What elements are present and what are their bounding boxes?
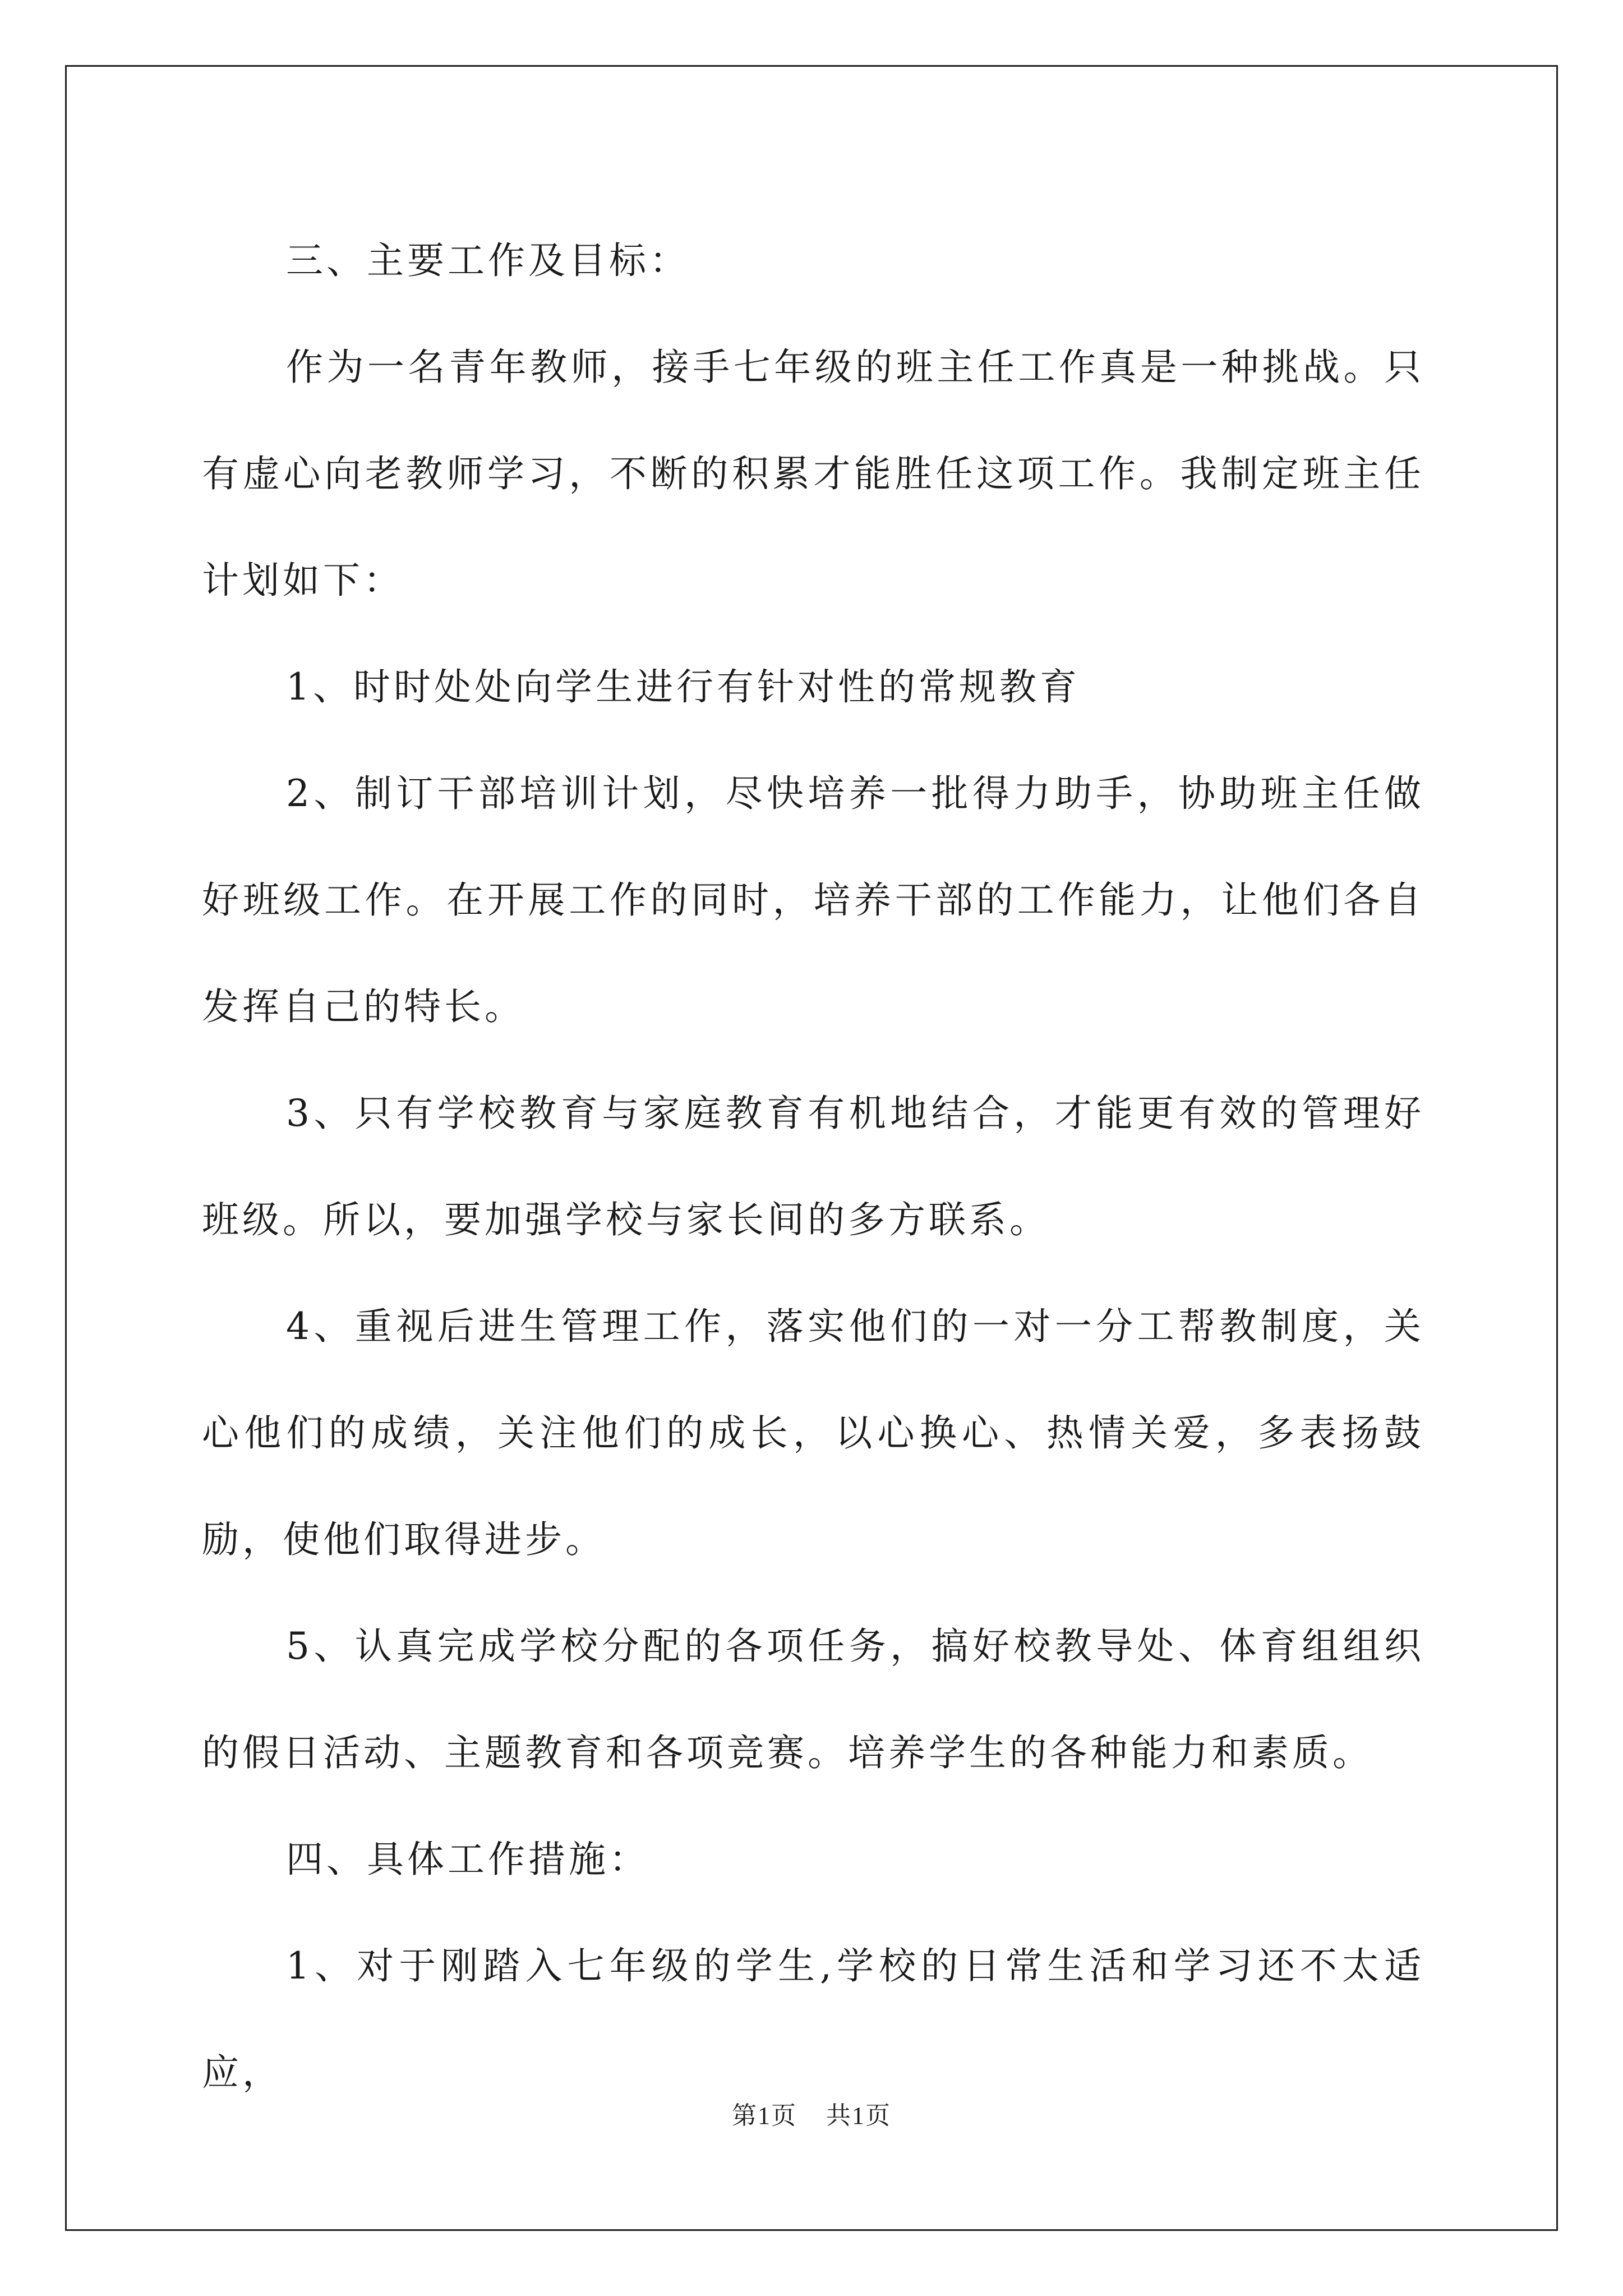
list-item-1: 1、时时处处向学生进行有针对性的常规教育 bbox=[286, 665, 1080, 708]
section-heading-measures: 四、具体工作措施： bbox=[286, 1838, 649, 1881]
page-footer bbox=[0, 2095, 1623, 2131]
section-heading-main-work: 三、主要工作及目标： bbox=[286, 239, 690, 282]
list-item-5: 5、认真完成学校分配的各项任务，搞好校教导处、体育组组织的假日活动、主题教育和各项竞赛。培养学生的各种能力和素质。 bbox=[202, 1625, 1424, 1774]
list-item-4: 4、重视后进生管理工作，落实他们的一对一分工帮教制度，关心他们的成绩，关注他们的成长，以心换心、热情关爱，多表扬鼓励，使他们取得进步。 bbox=[202, 1305, 1424, 1561]
list-item-2: 2、制订干部培训计划，尽快培养一批得力助手，协助班主任做好班级工作。在开展工作的同时，培养干部的工作能力，让他们各自发挥自己的特长。 bbox=[202, 772, 1424, 1028]
page-total: 共1页 bbox=[826, 2102, 891, 2129]
measure-item-1: 1、对于刚踏入七年级的学生,学校的日常生活和学习还不太适应， bbox=[202, 1944, 1424, 2094]
list-item-3: 3、只有学校教育与家庭教育有机地结合，才能更有效的管理好班级。所以，要加强学校与家长间的多方联系。 bbox=[202, 1092, 1424, 1241]
page-number: 第1页 bbox=[732, 2102, 797, 2129]
document-body bbox=[202, 208, 1424, 2126]
paragraph-intro: 作为一名青年教师，接手七年级的班主任工作真是一种挑战。只有虚心向老教师学习，不断的积累才能胜任这项工作。我制定班主任计划如下： bbox=[202, 346, 1424, 602]
